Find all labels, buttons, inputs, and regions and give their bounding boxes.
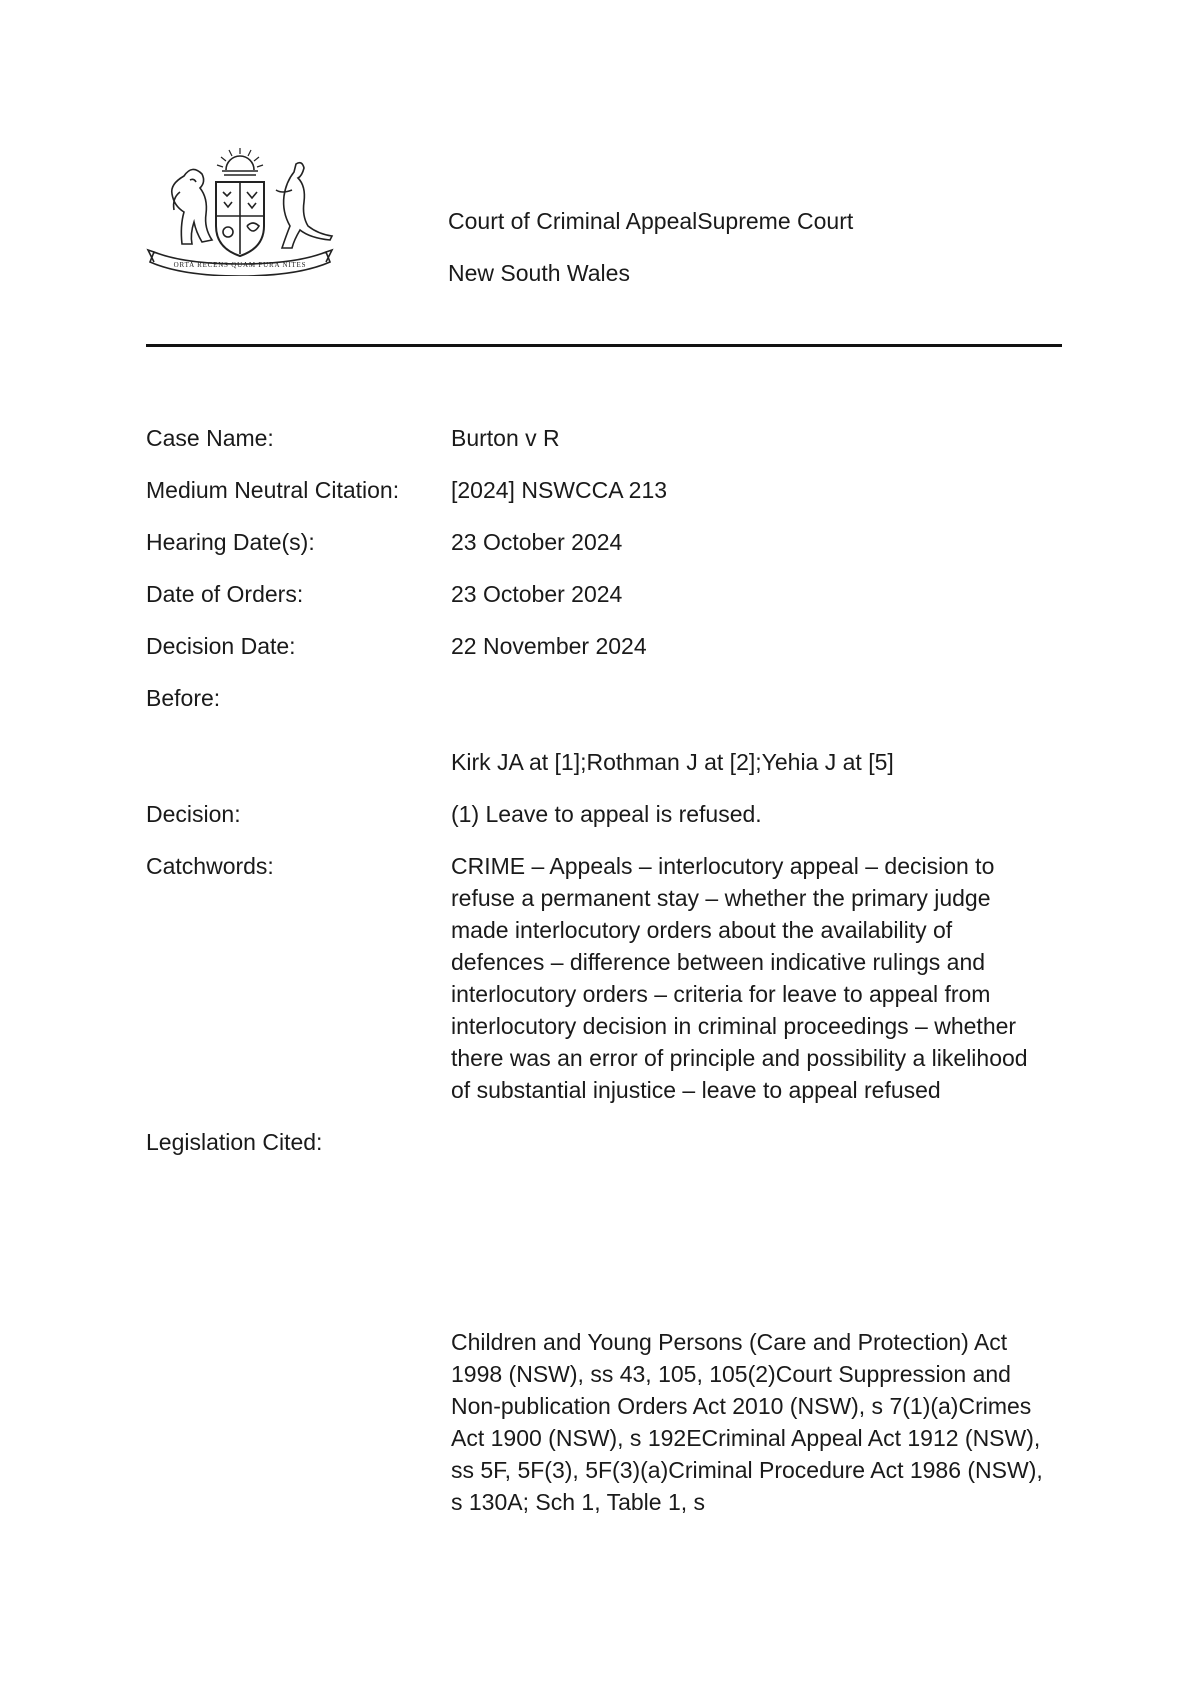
case-details: [146, 422, 1076, 1518]
decision-date-label: Decision Date:: [146, 633, 296, 659]
date-of-orders-value: 23 October 2024: [451, 581, 623, 607]
decision-date-value: 22 November 2024: [451, 633, 647, 659]
case-name-row: [146, 422, 1076, 454]
before-label-row: [146, 682, 1076, 714]
citation-row: [146, 474, 1076, 506]
hearing-date-label: Hearing Date(s):: [146, 529, 315, 555]
court-name: Court of Criminal AppealSupreme Court: [448, 208, 854, 234]
legislation-label: Legislation Cited:: [146, 1129, 323, 1155]
hearing-date-value: 23 October 2024: [451, 529, 623, 555]
legislation-value-row: [146, 1326, 1076, 1518]
date-of-orders-label: Date of Orders:: [146, 581, 304, 607]
catchwords-value: CRIME – Appeals – interlocutory appeal – decision to refuse a permanent stay – whether the primary judge made interlocutory orders about the availability of defences – difference between indicative rulings and interlocutory orders – criteria for leave to appeal from interlocutory decision in criminal proceedings – whether there was an error of principle and possibility a likelihood of substantial injustice – leave to appeal refused: [451, 853, 1028, 1103]
header-divider: [146, 344, 1062, 347]
date-of-orders-row: [146, 578, 1076, 610]
legislation-value: Children and Young Persons (Care and Protection) Act 1998 (NSW), ss 43, 105, 105(2)Court Suppression and Non-publication Orders Act 2010 (NSW), s 7(1)(a)Crimes Act 1900 (NSW), s 192ECriminal Appeal Act 1912 (NSW), ss 5F, 5F(3), 5F(3)(a)Criminal Procedure Act 1986 (NSW), s 130A; Sch 1, Table 1, s: [451, 1329, 1043, 1515]
decision-value: (1) Leave to appeal is refused.: [451, 801, 762, 827]
case-name-label: Case Name:: [146, 425, 274, 451]
legislation-label-row: [146, 1126, 1076, 1158]
citation-value: [2024] NSWCCA 213: [451, 477, 668, 503]
before-value-row: [146, 746, 1076, 778]
nsw-coat-of-arms-logo: [146, 146, 334, 276]
jurisdiction: New South Wales: [448, 260, 630, 286]
before-label: Before:: [146, 685, 221, 711]
motto-text: ORTA RECENS QUAM PURA NITES: [173, 261, 307, 269]
decision-label: Decision:: [146, 801, 241, 827]
before-value: Kirk JA at [1];Rothman J at [2];Yehia J at [5]: [451, 749, 894, 775]
citation-label: Medium Neutral Citation:: [146, 477, 400, 503]
catchwords-row: [146, 850, 1076, 1106]
decision-row: [146, 798, 1076, 830]
court-heading: [448, 206, 853, 310]
catchwords-label: Catchwords:: [146, 853, 274, 879]
case-name-value: Burton v R: [451, 425, 560, 451]
decision-date-row: [146, 630, 1076, 662]
hearing-date-row: [146, 526, 1076, 558]
